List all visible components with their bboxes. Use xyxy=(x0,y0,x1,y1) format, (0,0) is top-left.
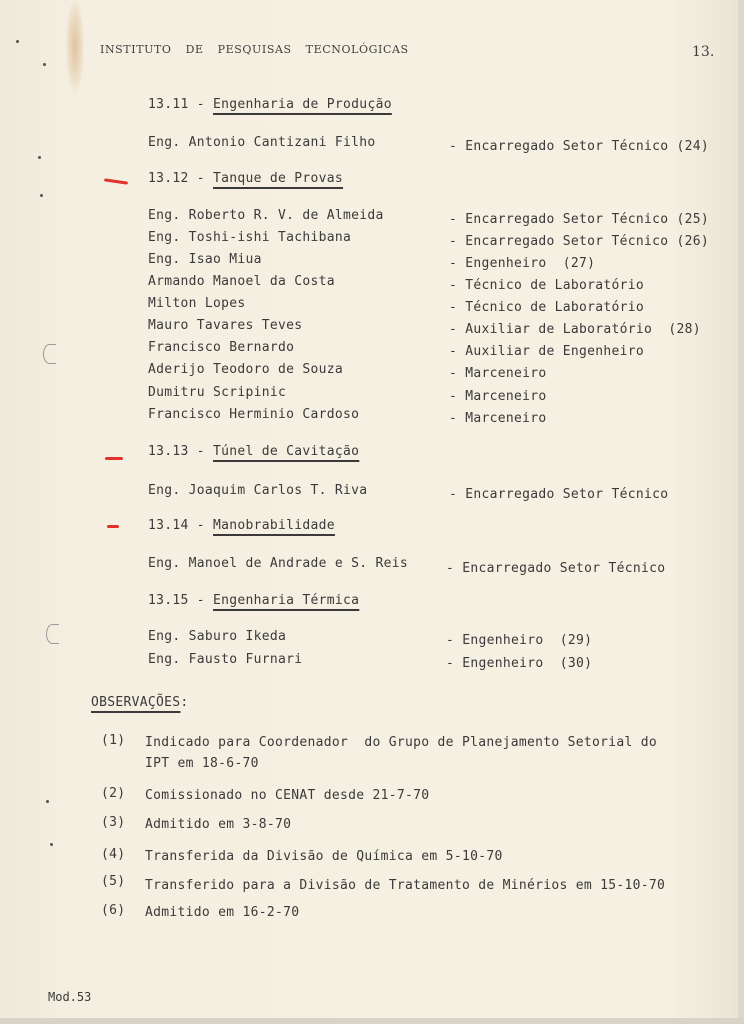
note-text: Admitido em 3-8-70 xyxy=(145,817,292,832)
staff-role: - Engenheiro (29) xyxy=(446,633,593,648)
staff-name: Milton Lopes xyxy=(148,296,246,311)
note-label: (2) xyxy=(101,786,126,801)
staff-name: Eng. Saburo Ikeda xyxy=(148,629,287,644)
staff-role: - Auxiliar de Laboratório (28) xyxy=(449,322,701,337)
speck-mark xyxy=(46,800,49,803)
page-edge-bottom xyxy=(0,1018,744,1024)
staff-role: - Marceneiro xyxy=(449,366,547,381)
institution-header xyxy=(100,43,423,56)
section-heading: 13.15 - Engenharia Térmica xyxy=(148,593,360,608)
speck-mark xyxy=(40,194,43,197)
staff-name: Eng. Toshi-ishi Tachibana xyxy=(148,230,352,245)
staff-role: - Técnico de Laboratório xyxy=(449,300,645,315)
note-label: (5) xyxy=(101,874,126,889)
staff-role: - Engenheiro (30) xyxy=(446,656,593,671)
note-text: Comissionado no CENAT desde 21-7-70 xyxy=(145,788,430,803)
staff-role: - Engenheiro (27) xyxy=(449,256,596,271)
section-title: Engenharia de Produção xyxy=(213,97,392,112)
section-number: 13.15 xyxy=(148,593,189,608)
note-text: Transferida da Divisão de Química em 5-10-70 xyxy=(145,849,503,864)
section-number: 13.13 xyxy=(148,444,189,459)
observations-colon: : xyxy=(180,695,189,710)
staff-name: Eng. Roberto R. V. de Almeida xyxy=(148,208,384,223)
staff-name: Eng. Isao Miua xyxy=(148,252,262,267)
header-word: TECNOLÓGICAS xyxy=(305,43,409,56)
section-number: 13.11 xyxy=(148,97,189,112)
red-check-mark xyxy=(107,525,119,528)
page-edge-right xyxy=(738,0,744,1024)
note-text: IPT em 18-6-70 xyxy=(145,756,259,771)
staff-role: - Encarregado Setor Técnico xyxy=(449,487,669,502)
speck-mark xyxy=(43,63,46,66)
stain-mark xyxy=(66,0,84,92)
staff-name: Eng. Fausto Furnari xyxy=(148,652,303,667)
note-text: Indicado para Coordenador do Grupo de Planejamento Setorial do xyxy=(145,735,657,750)
punch-hole-mark xyxy=(43,344,56,364)
note-label: (3) xyxy=(101,815,126,830)
staff-name: Francisco Herminio Cardoso xyxy=(148,407,360,422)
header-word: PESQUISAS xyxy=(217,43,292,56)
section-number: 13.12 xyxy=(148,171,189,186)
staff-name: Mauro Tavares Teves xyxy=(148,318,303,333)
section-heading: 13.14 - Manobrabilidade xyxy=(148,518,335,533)
staff-name: Eng. Antonio Cantizani Filho xyxy=(148,135,376,150)
section-title: Túnel de Cavitação xyxy=(213,444,360,459)
staff-role: - Auxiliar de Engenheiro xyxy=(449,344,645,359)
staff-name: Dumitru Scripinic xyxy=(148,385,287,400)
page-number: 13. xyxy=(692,44,715,60)
staff-name: Aderijo Teodoro de Souza xyxy=(148,362,344,377)
staff-role: - Técnico de Laboratório xyxy=(449,278,645,293)
note-label: (4) xyxy=(101,847,126,862)
section-heading: 13.12 - Tanque de Provas xyxy=(148,171,344,186)
section-heading: 13.11 - Engenharia de Produção xyxy=(148,97,392,112)
staff-role: - Encarregado Setor Técnico (25) xyxy=(449,212,710,227)
speck-mark xyxy=(50,843,53,846)
staff-name: Eng. Manoel de Andrade e S. Reis xyxy=(148,556,409,571)
red-check-mark xyxy=(105,457,123,460)
staff-name: Francisco Bernardo xyxy=(148,340,295,355)
section-number: 13.14 xyxy=(148,518,189,533)
staff-role: - Marceneiro xyxy=(449,389,547,404)
header-word: DE xyxy=(185,43,204,56)
form-code: Mod.53 xyxy=(48,990,92,1004)
observations-title: OBSERVAÇÕES xyxy=(91,695,181,710)
note-text: Admitido em 16-2-70 xyxy=(145,905,300,920)
staff-name: Eng. Joaquim Carlos T. Riva xyxy=(148,483,368,498)
note-label: (1) xyxy=(101,733,126,748)
speck-mark xyxy=(38,156,41,159)
staff-role: - Encarregado Setor Técnico (26) xyxy=(449,234,710,249)
punch-hole-mark xyxy=(46,624,59,644)
staff-role: - Marceneiro xyxy=(449,411,547,426)
section-heading: 13.13 - Túnel de Cavitação xyxy=(148,444,360,459)
staff-role: - Encarregado Setor Técnico xyxy=(446,561,666,576)
note-text: Transferido para a Divisão de Tratamento de Minérios em 15-10-70 xyxy=(145,878,666,893)
staff-name: Armando Manoel da Costa xyxy=(148,274,335,289)
speck-mark xyxy=(16,40,19,43)
staff-role: - Encarregado Setor Técnico (24) xyxy=(449,139,710,154)
note-label: (6) xyxy=(101,903,126,918)
observations-heading xyxy=(91,695,189,710)
header-word: INSTITUTO xyxy=(100,43,172,56)
section-title: Tanque de Provas xyxy=(213,171,344,186)
section-title: Manobrabilidade xyxy=(213,518,335,533)
section-title: Engenharia Térmica xyxy=(213,593,360,608)
